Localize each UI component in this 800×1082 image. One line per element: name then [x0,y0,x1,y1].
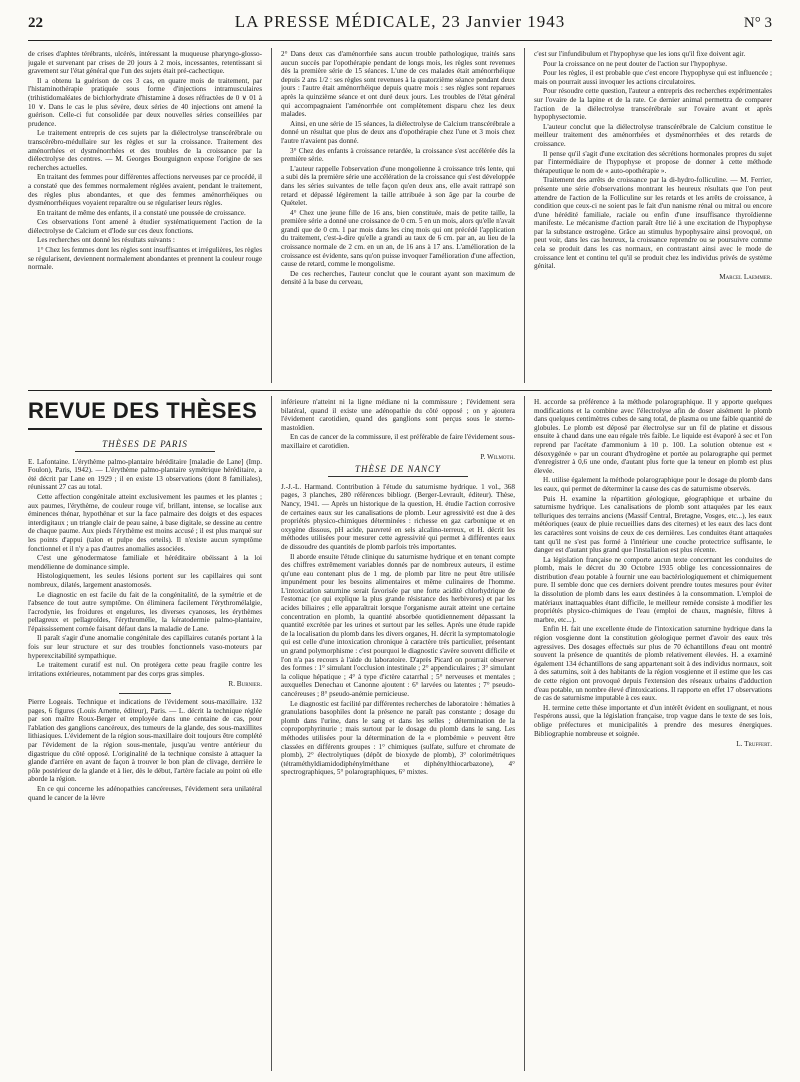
paragraph: De ces recherches, l'auteur conclut que le courant ayant son maximum de densité à la base du cerveau, [281,269,515,287]
heading-rule [328,476,468,477]
paragraph: 3° Chez des enfants à croissance retardée, la croissance s'est accélérée dès la première série. [281,146,515,164]
paragraph: Le diagnostic est facilité par différentes recherches de laboratoire : hématies à granulations basophiles dont la présence ne paraît pas constante ; dosage du plomb dans l'urine, dans le sang et dans les selles ; détermination de la coproporphyrinurie ; mais surtout par le dosage du plomb dans le sang. Les méthodes utilisées pour la détermination de la « plombémie » peuvent être classées en différents groupes : 1° chimiques (sulfate, sulfure et chromate de plomb), 2° électrolytiques (dépôt de bioxyde de plomb), 3° colorimétriques (tétraméthyldiamidodiphénylméthane et diphénylthiocarbazone), 4° spectrographiques, 5° polarographiques, 6° mixtes. [281,699,515,777]
author-signature: Marcel Laemmer. [719,272,772,281]
revue-title: REVUE DES THÈSES [28,398,262,430]
issue-number: N° 3 [743,15,772,31]
revue-column-3 [534,398,772,1068]
paragraph: inférieure n'atteint ni la ligne médiane ni la commissure ; l'évidement sera bilatéral, quand il existe une adénopathie du côté opposé ; on y ajoutera l'évidement carotidien, quand des ganglions sont perçus sous le sterno-mastoïdien. [281,398,515,432]
paragraph: H. accorde sa préférence à la méthode polarographique. Il y apporte quelques modifications et la combine avec l'électrolyse afin de doser aisément le plomb dans quelques centimètres cubes de sang total, de plasma ou une faible quantité de globules. Le plomb est déposé par électrolyse sur un fil de platine et dissous ensuite à chaud dans une eau régale très faible. Le liquide est évaporé à sec et l'on reprend par l'acétate d'ammonium à 10 p. 100. La solution obtenue est « désoxygénée » par un courant d'hydrogène et portée au polarographe qui permet d'enregistrer à 0,6 une onde, d'autant plus forte que la teneur en plomb est plus élevée. [534,398,772,475]
paragraph: Ces observations l'ont amené à étudier systématiquement l'action de la diélectrolyse de Calcium et d'Iode sur ces deux fonctions. [28,218,262,235]
paragraph: Le traitement curatif est nul. On protégera cette peau fragile contre les irritations extérieures, notamment par des corps gras simples. [28,661,262,678]
paragraph: J.-J.-L. Harmand. Contribution à l'étude du saturnisme hydrique. 1 vol., 368 pages, 3 planches, 280 références bibliogr. (Berger-Levrault, éditeur). Thèse, Nancy, 1941. — Après un historique de la question, H. étudie l'action corrosive de certaines eaux sur les canalisations de plomb. Leur agressivité est due à des propriétés physico-chimiques déterminées : richesse en gaz carbonique et en oxygène dissous, pH acide, pauvreté en sels alcalino-terreux, et H. décrit les méthodes utilisées pour mesurer cette agressivité qui permet à différentes eaux de dissoudre des quantités de plomb parfois très importantes. [281,482,515,551]
top-column-1 [28,50,262,380]
paragraph: E. Lafontaine. L'érythème palmo-plantaire héréditaire [maladie de Lane] (Imp. Foulon), Paris, 1942). — L'érythème palmo-plantaire symétrique héréditaire, a été décrit par Lane en 1929 ; il en existe 13 observations (dont 8 familiales), réunissant 27 cas au total. [28,457,262,492]
section-heading: THÈSE DE NANCY [354,464,441,475]
author-signature: P. Wilmoth. [480,452,515,461]
paragraph: Il pense qu'il s'agit d'une excitation des sécrétions hormonales propres du sujet par l'intermédiaire de l'hypophyse et propose de donner à cette méthode thérapeutique le nom de « auto-opothérapie ». [534,149,772,175]
column-divider [524,396,525,1071]
paragraph: En traitant de même des enfants, il a constaté une poussée de croissance. [37,208,246,217]
paragraph: En ce qui concerne les adénopathies cancéreuses, l'évidement sera unilatéral quand le cancer de la lèvre [28,784,262,802]
paragraph: En traitant des femmes pour différentes affections nerveuses par ce procédé, il a constaté que des femmes normalement réglées avaient, pendant le traitement, des règles plus abondantes, et que des femmes aménorrhéiques ou dysménorrhéiques voyaient reparaître ou se régulariser leurs règles. [28,173,262,208]
top-column-3 [534,50,772,380]
page-number: 22 [28,15,43,31]
paragraph: 2° Dans deux cas d'aménorrhée sans aucun trouble pathologique, traités sans aucun succès par l'opothérapie pendant de longs mois, les règles sont revenues dès la première série de 15 séances. L'une de ces malades était aménorrhéique depuis 2 ans 1/2 : ses règles sont revenues à la quatorzième séance pendant deux jours : l'autre était aménorrhéique depuis quatre mois : ses règles sont reparues après la quinzième séance et ont duré deux jours. Les troubles de l'état général qui accompagnaient l'aménorrhée ont complètement disparu chez les deux malades. [281,50,515,119]
paragraph: Pierre Logeais. Technique et indications de l'évidement sous-maxillaire. 132 pages, 6 figures (Louis Arnette, éditeur), Paris. — L. décrit la technique réglée par son maître Roux-Berger et employée dans une centaine de cas, pour l'ablation des ganglions cancéreux, des tumeurs de la glande, des sous-maxillites lithiasiques. L'évidement de la région sous-maxillaire doit toujours être complété par l'évidement de la région sous-mentale, jusqu'au ventre antérieur du digastrique du côté opposé. L'originalité de la technique consiste à attaquer la glande d'arrière en avant de façon à trouver le bon plan de clivage, derrière le pôle postérieur de la glande et à lier, dès le début, l'artère faciale au point où elle aborde la région. [28,698,262,784]
revue-column-2 [281,398,515,1068]
paragraph: En cas de cancer de la commissure, il est préférable de faire l'évidement sous-maxillaire et carotidien. [281,433,515,450]
paragraph: Il paraît s'agir d'une anomalie congénitale des capillaires cutanés portant à la fois sur leur structure et sur des troubles fonctionnels vaso-moteurs par hyperexcitabilité sympathique. [28,634,262,660]
paragraph: Ainsi, en une série de 15 séances, la diélectrolyse de Calcium transcérébrale a donné un résultat que plus de deux ans d'opothérapie chez l'une et 3 mois chez l'autre n'avaient pas donné. [281,119,515,145]
column-divider [524,48,525,383]
paragraph: La législation française ne comporte aucun texte concernant les conduites de plomb, mais le décret du 30 Octobre 1935 oblige les concessionnaires de distribution d'eau potable à fournir une eau bactériologiquement et chimiquement pure. Il semble donc que ces derniers doivent prendre toutes mesures pour éviter la dissolution de plomb dans les eaux destinées à la consommation. L'emploi de matériaux inattaquables étant difficile, le meilleur remède consiste à modifier les propriétés physico-chimiques de l'eau (emploi de chaux, magnésie, filtres à marbre, etc...). [534,555,772,624]
paragraph: L'auteur conclut que la diélectrolyse transcérébrale de Calcium constitue le meilleur traitement des aménorrhées et dysménorrhées et des retards de croissance. [534,122,772,148]
paragraph: Enfin H. fait une excellente étude de l'intoxication saturnine hydrique dans la région vosgienne dont la constitution géologique permet d'avoir des eaux très agressives. Des dosages effectués sur plus de 70 échantillons d'eau ont montré souvent la présence de quantités de plomb relativement élevées. H. a examiné également 134 échantillons de sang appartenant soit à des individus normaux, soit à des saturnins, soit à des habitants de la région vosgienne et il estime que les cas de cette région ont provoqué depuis l'extension des réseaux urbains d'adduction d'eau potable, un nombre élevé d'intoxications. Il rapporte en effet 17 observations de cas de saturnisme imputable à ces eaux. [534,625,772,703]
paragraph: 4° Chez une jeune fille de 16 ans, bien constituée, mais de petite taille, la première série a donné une croissance de 0 cm. 5 en un mois, alors qu'elle n'avait grandi que de 0 cm. 1 par mois dans les cinq mois qui ont précédé l'application du traitement, c'est-à-dire qu'elle a grandi au taux de 6 cm. par an, au lieu de la croissance normale de 2 cm. en un an, de 16 ans à 17 ans. L'amélioration de la croissance est évidente, sans qu'on puisse invoquer l'amélioration d'une affection, cause de retard, comme le mongolisme. [281,208,515,269]
issue-date: 23 Janvier 1943 [441,12,566,31]
separator-rule [119,693,170,694]
paragraph: Le traitement entrepris de ces sujets par la diélectrolyse transcérébrale ou transcérébro-médullaire sur les règles et sur la croissance. Traitement des aménorrhées et dysménorrhées et des troubles de la croissance par la diélectrolyse des centres. — M. Georges Bourguignon expose l'origine de ses recherches actuelles. [28,129,262,172]
paragraph: de crises d'aphtes térébrants, ulcérés, intéressant la muqueuse pharyngo-glosso-jugale et survenant par crises de 20 jours à 2 mois, incessantes, retentissant si gravement sur l'état général que l'un des sujets était pré-cachectique. [28,50,262,76]
column-divider [271,48,272,383]
page-header [28,12,772,40]
paragraph: Les recherches ont donné les résultats suivants : [37,236,175,245]
section-heading: THÈSES DE PARIS [102,439,188,449]
header-rule [28,40,772,41]
journal-name: LA PRESSE MÉDICALE, [234,12,437,31]
heading-rule [75,451,215,452]
paragraph: Histologiquement, les seules lésions portent sur les capillaires qui sont nombreux, dilatés, largement anastomosés. [28,572,262,589]
paragraph: Pour les règles, il est probable que c'est encore l'hypophyse qui est influencée ; mais on pourrait aussi invoquer les actions circulatoires. [534,69,772,86]
paragraph: L'auteur rappelle l'observation d'une mongolienne à croissance très lente, qui a subi dès la première série une accélération de la croissance qui s'est développée dans les séries suivantes de telle façon qu'en deux ans, elle avait rattrapé son retard et dépassé légèrement la taille attribuée à son âge par la courbe de Quételet. [281,164,515,208]
paragraph: Puis H. examine la répartition géologique, géographique et urbaine du saturnisme hydrique. Les canalisations de plomb sont attaquées par les eaux telluriques des terrains anciens (Massif Central, Bretagne, Vosges, etc...), les eaux météoriques (eaux de pluie recueillies dans des citernes) et les eaux des lacs dont les caractères sont voisins de ceux de ces dernières. Les conduites étant attaquées tant qu'il ne s'est pas formé à l'intérieur une couche protectrice suffisante, le danger est d'autant plus grand que l'installation est plus récente. [534,494,772,555]
section-rule [28,390,772,391]
journal-title [88,12,712,32]
paragraph: Il aborde ensuite l'étude clinique du saturnisme hydrique et en tenant compte des chiffres extrêmement variables donnés par de nombreux auteurs, il estime qu'une eau contenant plus de 1 mg. de plomb par litre ne peut être utilisée impunément pour les besoins alimentaires et même culinaires de l'homme. L'intoxication saturnine serait favorisée par une forte acidité chlorhydrique de l'estomac (ce qui explique la plus grande résistance des herbivores) et par les acides biliaires ; elle apparaîtrait lorsque l'organisme aurait atteint une certaine concentration en plomb, la quantité absorbée quotidiennement dépassant la quantité excrétée par les urines et surtout par les selles. Après une étude rapide de la localisation du plomb dans les divers organes, H. décrit la symptomatologie qui est celle d'une intoxication chronique à caractère très particulier, présentant un grand polymorphisme : c'est pourquoi le diagnostic s'avère souvent difficile et l'on n'a pas recours à l'aide du laboratoire. D'après Picard on pourrait observer des formes : 1° simulant l'occlusion intestinale ; 2° appendiculaires ; 3° simulant la colique hépatique ; 4° à type d'ictère catarrhal ; 5° nerveuses et mentales ; auxquelles Denechau et Canonne ajoutent : 6° larvées ou latentes ; 7° pseudo-cancéreuses ; 8° pseudo-anémie pernicieuse. [281,552,515,698]
paragraph: Il a obtenu la guérison de ces 3 cas, en quatre mois de traitement, par l'histaminothérapie pratiquée sous forme d'injections intramusculaires (trihistidomaléates de bichlorhydrate d'histamine à doses réfractées de 0 ∨ 01 à 10 ∨. Dans le cas le plus sévère, deux séries de 40 injections ont amené la guérison. Celle-ci fut consolidée par deux nouvelles séries conseillées par prudence. [28,76,262,128]
top-column-2 [281,50,515,380]
paragraph: 1° Chez les femmes dont les règles sont insuffisantes et irrégulières, les règles se régularisent, deviennent normalement abondantes et prennent la couleur rouge normale. [28,246,262,272]
paragraph: Le diagnostic en est facile du fait de la congénitalité, de la symétrie et de l'absence de tout autre symptôme. On éliminera facilement l'érythromélalgie, l'acrodynie, les froidures et engelures, les diverses cyanoses, les érythèmes pellagreux et pellagroïdes, l'érythromélie, la kératodermie palmo-plantaire, l'épaississement cornée faisant défaut dans la maladie de Lane. [28,590,262,633]
paragraph: C'est une génodermatose familiale et héréditaire obéissant à la loi mendélienne de dominance simple. [28,554,262,571]
paragraph: Cette affection congénitale atteint exclusivement les paumes et les plantes ; aux paumes, l'érythème, de couleur rouge vif, brillant, intense, se localise aux éminences thénar, hypothénar et sur la face palmaire des doigts et des espaces interdigitaux ; un triangle clair de peau saine, à base digitale, se dessine au centre de chaque paume. Aux pieds l'érythème est moins accusé ; il est plus marqué sur les points d'appui (talon et pulpe des orteils). Il n'existe aucun symptôme fonctionnel et il n'y a pas d'autres anomalies associées. [28,492,262,553]
paragraph: H. utilise également la méthode polarographique pour le dosage du plomb dans les eaux, qui permet de déterminer la cause des cas de saturnisme observés. [534,476,772,493]
paragraph: H. termine cette thèse importante et d'un intérêt évident en soulignant, et nous l'espérons aussi, que la législation française, trop vague dans le texte de ses lois, oblige préfectures et municipalités à prendre des mesures énergiques. Bibliographie nombreuse et soignée. [534,703,772,738]
paragraph: c'est sur l'infundibulum et l'hypophyse que les ions qu'il fixe doivent agir. [534,50,746,58]
revue-column-1 [28,398,262,1068]
column-divider [271,396,272,1071]
author-signature: L. Truffert. [736,740,772,749]
paragraph: Traitement des arrêts de croissance par la di-hydro-folliculine. — M. Ferrier, présente une série d'observations montrant les heureux résultats que l'on peut attendre de l'action de la Folliculine sur les retards et les arrêts de croissance, à condition que ceux-ci ne soient pas le fait d'un nanisme rénal ou mitral ou encore d'une hérédité familiale, raciale ou enfin d'une insuffisance thyroïdienne manifeste. Le mécanisme d'action paraît être lié à une excitation de l'hypophyse par la substance œstrogène. Grâce au stimulus hypophysaire ainsi provoqué, on peut voir, dans les cas heureux, la croissance reprendre ou se poursuivre comme cela se produit dans les cas normaux, en contrastant ainsi avec le mode de croissance lent et continu tel qu'il se produit chez les individus privés de système génital. [534,176,772,271]
author-signature: R. Burnier. [228,680,262,689]
paragraph: Pour résoudre cette question, l'auteur a entrepris des recherches expérimentales sur l'ovaire de la lapine et de la rate. Ce dernier animal permettra de comparer l'action de la diélectrolyse transcérébrale sur l'ovaire avant et après hypophysectomie. [534,87,772,122]
paragraph: Pour la croissance on ne peut douter de l'action sur l'hypophyse. [543,59,728,68]
